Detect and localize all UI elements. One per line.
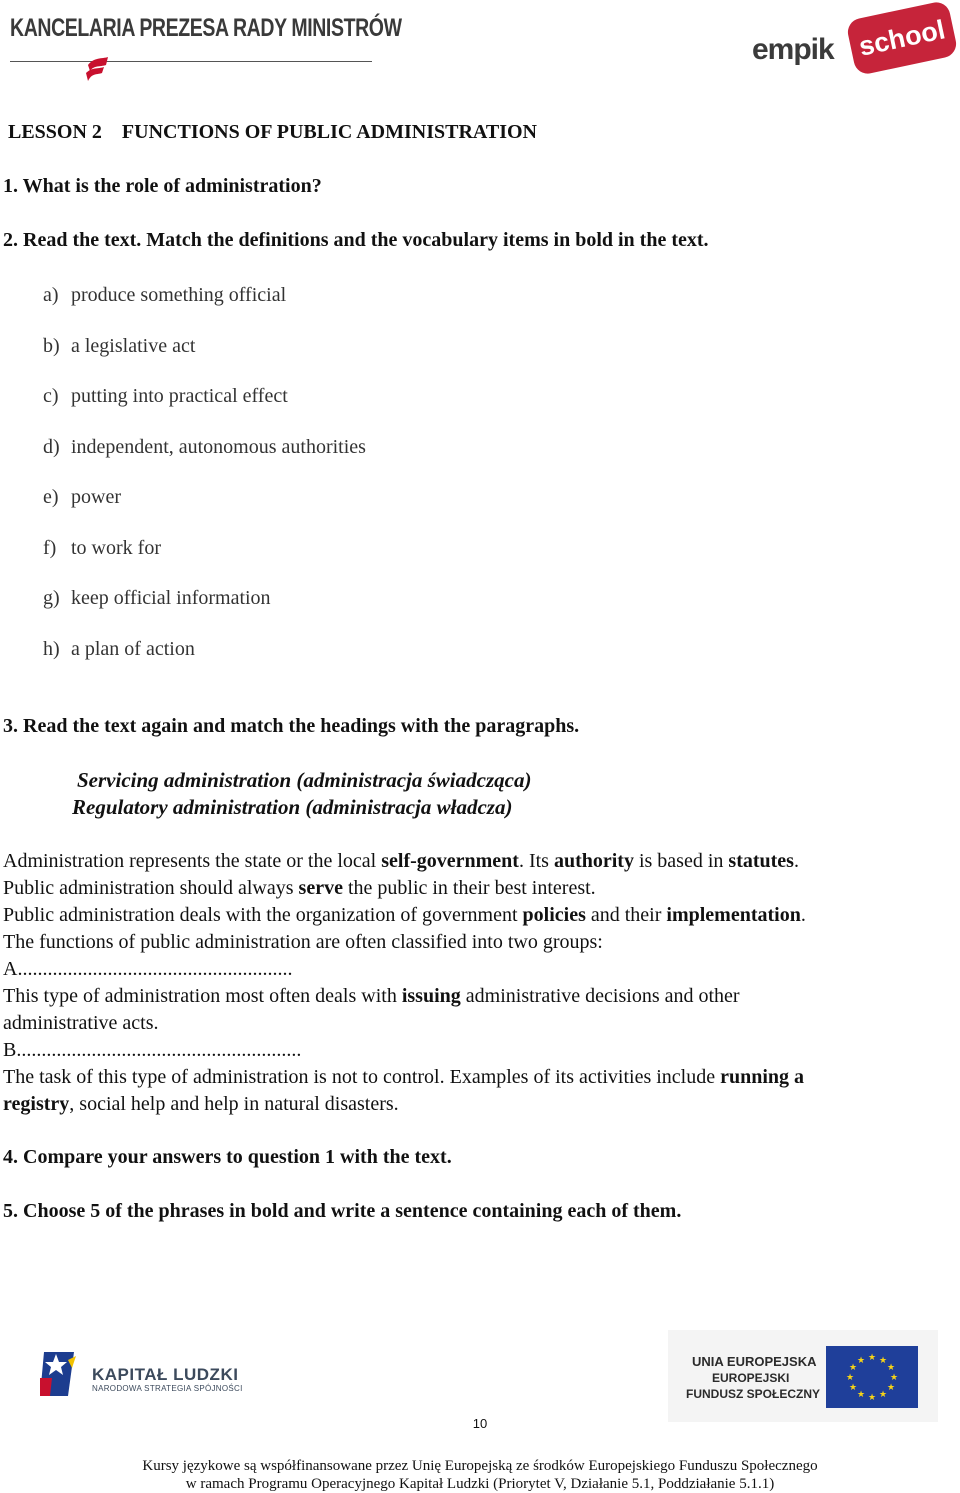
question-5: 5. Choose 5 of the phrases in bold and write a sentence containing each of them.: [3, 1200, 682, 1222]
footer-funding-line-2: w ramach Programu Operacyjnego Kapitał Ludzki (Priorytet V, Działanie 5.1, Poddziałanie 5.1.1): [185, 1476, 775, 1492]
svg-text:★: ★: [889, 1373, 899, 1383]
svg-text:★: ★: [867, 1393, 877, 1403]
text-line: Public administration should always serve the public in their best interest.: [3, 877, 596, 899]
eu-subtitle-2: FUNDUSZ SPOŁECZNY: [686, 1387, 821, 1401]
text-line: The task of this type of administration is not to control. Examples of its activities include running a: [3, 1066, 805, 1088]
heading-regulatory: Regulatory administration (administracja władcza): [72, 795, 513, 819]
question-3: 3. Read the text again and match the headings with the paragraphs.: [3, 715, 580, 737]
kapital-ludzki-title: KAPITAŁ LUDZKI: [92, 1365, 239, 1384]
svg-text:★: ★: [867, 1353, 877, 1363]
eu-title: UNIA EUROPEJSKA: [692, 1354, 817, 1369]
svg-text:★: ★: [848, 1383, 858, 1393]
answer-blank-a: A.......................................................: [3, 958, 293, 980]
text-line: administrative acts.: [3, 1012, 159, 1034]
text-line: Administration represents the state or the local self-government. Its authority is based in statutes.: [3, 850, 799, 872]
eu-subtitle-1: EUROPEJSKI: [712, 1371, 790, 1385]
svg-text:★: ★: [886, 1383, 896, 1393]
text-line: The functions of public administration are often classified into two groups:: [3, 931, 603, 953]
list-item: g) keep official information: [43, 587, 271, 609]
question-4: 4. Compare your answers to question 1 with the text.: [3, 1146, 452, 1168]
heading-servicing: Servicing administration (administracja świadcząca): [77, 768, 532, 792]
list-item: b) a legislative act: [43, 335, 196, 357]
svg-text:★: ★: [886, 1363, 896, 1373]
kapital-ludzki-subtitle: NARODOWA STRATEGIA SPÓJNOŚCI: [92, 1384, 243, 1393]
text-line: This type of administration most often deals with issuing administrative decisions and other: [3, 985, 740, 1007]
svg-text:★: ★: [878, 1390, 888, 1400]
reading-text: [3, 848, 953, 1118]
question-1: 1. What is the role of administration?: [3, 175, 322, 197]
header-divider: [10, 61, 372, 62]
empik-logo-text: empik: [752, 33, 834, 66]
svg-text:★: ★: [845, 1373, 855, 1383]
list-item: e) power: [43, 486, 121, 508]
school-badge: school: [845, 0, 958, 76]
kprm-logo-text: KANCELARIA PREZESA RADY MINISTRÓW: [10, 14, 402, 42]
list-item: d) independent, autonomous authorities: [43, 436, 366, 458]
footer-funding-line-1: Kursy językowe są współfinansowane przez Unię Europejską ze środków Europejskiego Funduszu Społecznego: [142, 1458, 818, 1474]
svg-text:★: ★: [856, 1390, 866, 1400]
svg-text:★: ★: [878, 1356, 888, 1366]
text-line: Public administration deals with the organization of government policies and their implementation.: [3, 904, 806, 926]
list-item: c) putting into practical effect: [43, 385, 288, 407]
text-line: registry, social help and help in natural disasters.: [3, 1093, 399, 1115]
svg-text:★: ★: [848, 1363, 858, 1373]
list-item: f) to work for: [43, 537, 161, 559]
answer-blank-b: B.........................................................: [3, 1039, 302, 1061]
lesson-title: LESSON 2 FUNCTIONS OF PUBLIC ADMINISTRATION: [8, 121, 537, 143]
kprm-flag-icon: [84, 55, 110, 83]
question-2: 2. Read the text. Match the definitions and the vocabulary items in bold in the text.: [3, 229, 709, 251]
kapital-ludzki-logo-icon: [38, 1348, 88, 1400]
eu-flag-icon: [826, 1346, 918, 1408]
list-item: a) produce something official: [43, 284, 287, 306]
page-number: 10: [472, 1416, 488, 1431]
svg-text:★: ★: [856, 1356, 866, 1366]
list-item: h) a plan of action: [43, 638, 195, 660]
